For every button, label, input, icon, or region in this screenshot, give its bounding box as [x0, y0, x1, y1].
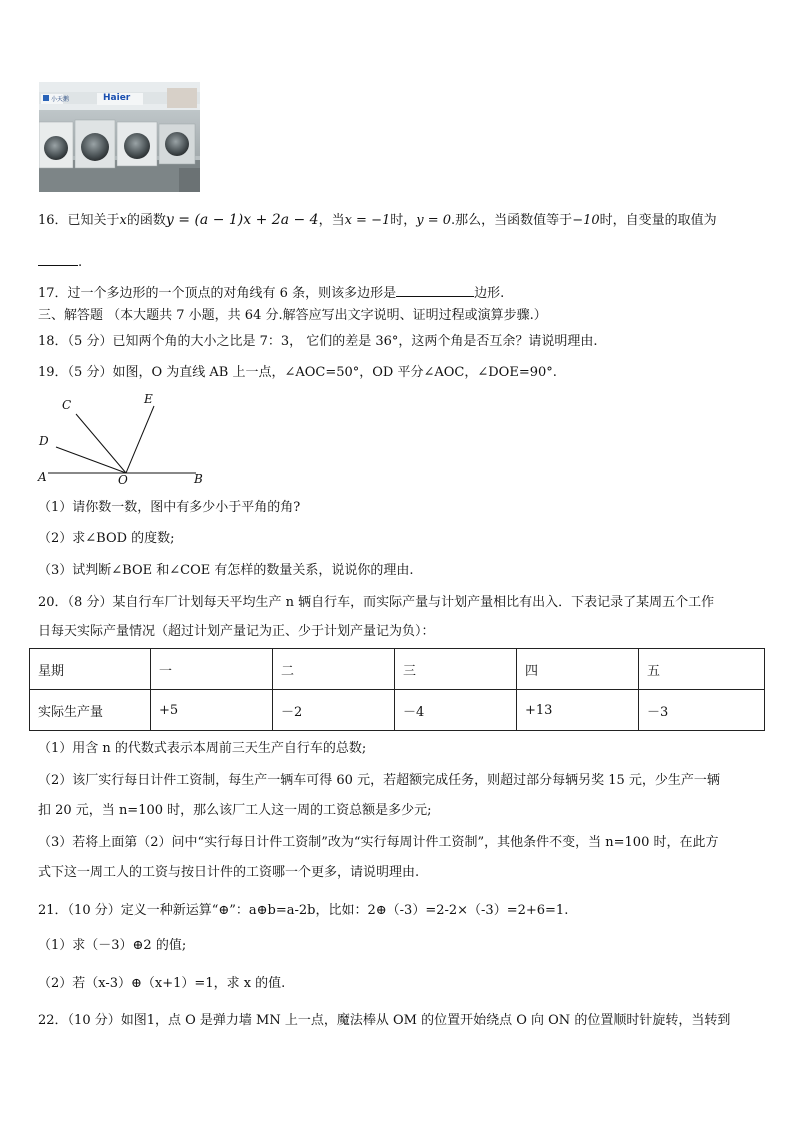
table-cell: －3: [639, 690, 765, 731]
table-row: [30, 690, 765, 731]
brand-label-haier: Haier: [103, 93, 131, 103]
question-20-part1: （1）用含 n 的代数式表示本周前三天生产自行车的总数;: [38, 741, 367, 756]
table-cell: 星期: [30, 649, 151, 690]
question-20-line1: 20．（8 分）某自行车厂计划每天平均生产 n 辆自行车，而实际产量与计划产量相比有出入．下表记录了某周五个工作: [38, 595, 715, 610]
answer-blank: [396, 282, 474, 297]
question-19-part2: （2）求∠BOD 的度数;: [38, 531, 175, 546]
table-cell: +5: [151, 690, 273, 731]
table-cell: 实际生产量: [30, 690, 151, 731]
table-cell: 二: [273, 649, 395, 690]
question-16-line1: 16．已知关于x的函数y = (a − 1)x + 2a − 4，当x = −1时，y = 0.那么，当函数值等于−10时，自变量的取值为: [38, 212, 717, 228]
angle-diagram: [36, 390, 216, 490]
question-18: 18．（5 分）已知两个角的大小之比是 7：3， 它们的差是 36°，这两个角是否互余？请说明理由.: [38, 334, 598, 349]
question-21-stem: 21．（10 分）定义一种新运算“⊕”：a⊕b=a-2b，比如：2⊕（-3）=2-2×（-3）=2+6=1.: [38, 903, 569, 918]
ray-oe: [126, 406, 154, 473]
question-19-stem: 19．（5 分）如图，O 为直线 AB 上一点，∠AOC=50°，OD 平分∠AOC，∠DOE=90°.: [38, 365, 557, 380]
question-22-line1: 22．（10 分）如图1，点 O 是弹力墙 MN 上一点，魔法棒从 OM 的位置开始绕点 O 向 ON 的位置顺时针旋转，当转到: [38, 1013, 731, 1028]
question-20-line2: 日每天实际产量情况（超过计划产量记为正、少于计划产量记为负）：: [38, 624, 435, 639]
question-21-part1: （1）求（－3）⊕2 的值;: [38, 938, 187, 953]
answer-blank: [38, 251, 78, 266]
table-cell: 一: [151, 649, 273, 690]
question-20-part3-line2: 式下这一周工人的工资与按日计件的工资哪一个更多，请说明理由.: [38, 865, 420, 880]
section-3-heading: 三、解答题 （本大题共 7 小题，共 64 分.解答应写出文字说明、证明过程或演算步骤.）: [38, 308, 547, 323]
production-table: [29, 648, 765, 731]
washing-machine-store-photo: [39, 82, 200, 192]
q16-formula: y = (a − 1)x + 2a − 4: [165, 212, 319, 228]
question-20-part2-line1: （2）该厂实行每日计件工资制，每生产一辆车可得 60 元，若超额完成任务，则超过部分每辆另奖 15 元，少生产一辆: [38, 773, 720, 788]
point-label-a: A: [38, 470, 47, 484]
table-cell: －4: [395, 690, 517, 731]
brand-label-left: 小天鹅: [51, 96, 70, 103]
table-cell: 五: [639, 649, 765, 690]
point-label-e: E: [144, 392, 153, 406]
table-cell: +13: [517, 690, 639, 731]
point-label-b: B: [194, 472, 203, 486]
point-label-c: C: [62, 398, 72, 412]
question-20-part3-line1: （3）若将上面第（2）问中“实行每日计件工资制”改为“实行每周计件工资制”，其他条件不变，当 n=100 时，在此方: [38, 835, 719, 850]
question-16-line2: .: [38, 251, 82, 272]
question-19-part1: （1）请你数一数，图中有多少小于平角的角?: [38, 500, 301, 515]
question-21-part2: （2）若（x-3）⊕（x+1）=1，求 x 的值.: [38, 976, 286, 991]
question-17: 17．过一个多边形的一个顶点的对角线有 6 条，则该多边形是 边形.: [38, 282, 504, 303]
table-row: [30, 649, 765, 690]
question-19-part3: （3）试判断∠BOE 和∠COE 有怎样的数量关系，说说你的理由.: [38, 563, 414, 578]
table-cell: 四: [517, 649, 639, 690]
table-cell: －2: [273, 690, 395, 731]
table-cell: 三: [395, 649, 517, 690]
point-label-d: D: [39, 434, 49, 448]
point-label-o: O: [118, 473, 128, 487]
question-20-part2-line2: 扣 20 元，当 n=100 时，那么该厂工人这一周的工资总额是多少元;: [38, 803, 432, 818]
